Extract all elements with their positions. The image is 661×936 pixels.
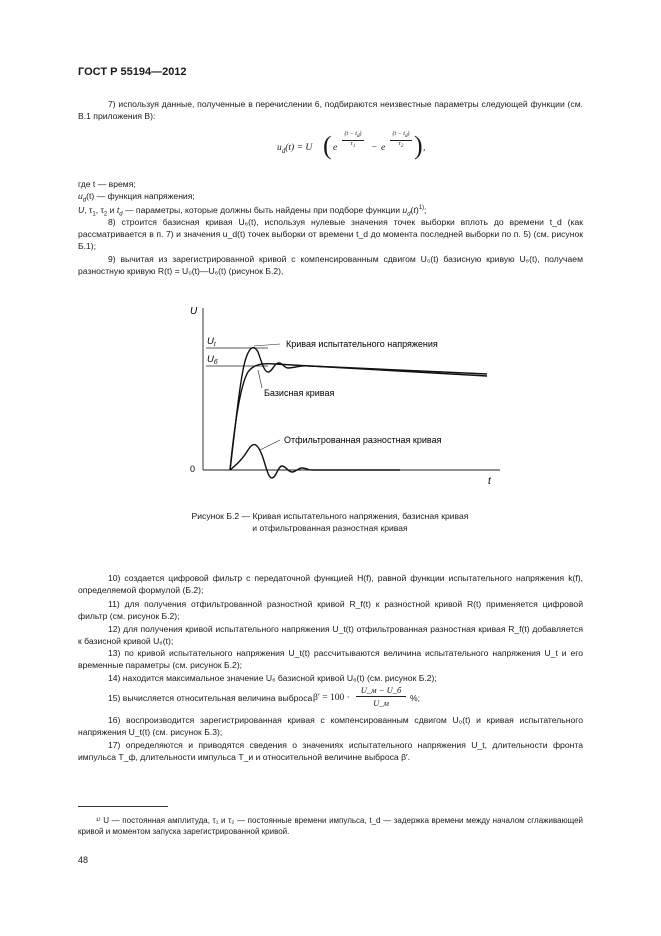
formula-paren-left: ( [323,131,332,160]
curve-base [230,364,487,470]
document-header: ГОСТ Р 55194—2012 [78,66,187,78]
caption-line-1: Рисунок Б.2 — Кривая испытательного напряжения, базисная кривая [191,511,469,521]
paragraph-step13: 13) по кривой испытательного напряжения U_t(t) рассчитываются величина испытательного напряжения U_t и его временные параметры (см. рисунок Б.2); [78,648,583,670]
paragraph-step16: 16) воспроизводится зарегистрированная кривая с компенсированным сдвигом U₀(t) и кривая испытательного напряжения U_t(t) (см. рисунок Б.3); [78,715,583,737]
footnote-rule [78,806,168,807]
step7-text: 7) используя данные, полученные в перечислении 6, подбираются неизвестные параметры следующей функции (см. В.1 приложения В): [78,99,583,121]
formula-end: , [423,143,426,153]
formula-lhs: $u_d(t) = U$ [277,143,313,155]
step9-text: 9) вычитая из зарегистрированной кривой с компенсированным сдвигом U₀(t) базисную кривую U₆(t), получаем разностную кривую R(t) = U₀(t)—U₆(t) (рисунок Б.2), [78,254,583,276]
step15-tail: %; [410,693,421,703]
def-where: где t — время; [78,179,136,189]
formula-e1: e [333,143,338,153]
zero-label: 0 [190,464,196,474]
paragraph-step11: 11) для получения отфильтрованной разностной кривой R_f(t) к разностной кривой R(t) применяется цифровой фильтр (см. рисунок Б.2); [78,599,583,621]
leader-test [254,344,280,346]
step15-text: 15) вычисляется относительная величина выброса [108,693,313,703]
paragraph-step14: 14) находится максимальное значение U₆ базисной кривой U₆(t) (см. рисунок Б.2); [108,673,437,683]
formula-ud [277,131,447,163]
step8-text: 8) строится базисная кривая U₆(t), используя нулевые значения точек выборки вплоть до времени t_d (как рассматривается в п. 7) и значения u_d(t) точек выборки от времени t_d до момента последней выборки по п. 5) (см. рисунок Б.1); [78,217,583,251]
caption-line-2: и отфильтрованная разностная кривая [252,523,408,533]
label-curve-filtered: Отфильтрованная разностная кривая [284,435,442,445]
step15-numerator: U_м − U_б [356,685,406,697]
paragraph-step10: 10) создается цифровой фильтр с передаточной функцией H(f), равной функции испытательного напряжения k(f), определяемой формулой (Б.2); [78,573,583,595]
label-ub: $U_б$ [207,354,218,366]
curve-filtered-difference [230,445,400,478]
figure-b2 [150,300,510,500]
y-axis-label: U [190,306,198,317]
leader-base [258,370,262,388]
formula-e2-exp: $(t - t_d)$ $\tau_2$ [389,131,413,150]
footnote: ¹⁾ U — постоянная амплитуда, τ₁ и τ₂ — постоянные времени импульса, t_d — задержка времени между началом сглаживающей кривой и моментом запуска зарегистрированной кривой. [78,816,583,836]
paragraph-step9 [78,253,583,277]
paragraph-step17: 17) определяются и приводятся сведения о значениях испытательного напряжения U_t, длительности фронта импульса T_ф, длительности импульса T_и и относительной величине выброса β′. [78,740,583,762]
paragraph-step15 [108,685,568,714]
def-ud: $u_d(t)$ — функция напряжения; [78,191,195,204]
x-axis-label: t [488,476,491,487]
label-curve-base: Базисная кривая [264,388,335,398]
paragraph-step12: 12) для получения кривой испытательного напряжения U_t(t) отфильтрованная разностная кривая R_f(t) добавляется к базисной кривой U₆(t); [78,624,583,646]
paragraph-step8 [78,216,583,252]
page-number: 48 [78,855,89,865]
leader-filtered [260,440,280,450]
label-curve-test: Кривая испытательного напряжения [286,339,438,349]
label-ut: $U_t$ [207,336,216,348]
paragraph-step7 [78,98,583,122]
curve-test-voltage [230,348,487,470]
def-params: U, $\tau_1$, $\tau_2$ и $t_d$ — параметры, которые должны быть найдены при подборе функции $u_d(t)^{1)}$; [78,204,427,218]
step15-denominator: U_м [373,698,389,708]
formula-paren-right: ) [414,131,423,160]
figure-caption [140,510,520,534]
formula-e2: e [381,143,386,153]
formula-e1-exp: $(t - t_d)$ $\tau_1$ [341,131,365,150]
formula-minus: − [371,143,378,153]
step15-beta: β′ = 100 · [313,693,350,703]
